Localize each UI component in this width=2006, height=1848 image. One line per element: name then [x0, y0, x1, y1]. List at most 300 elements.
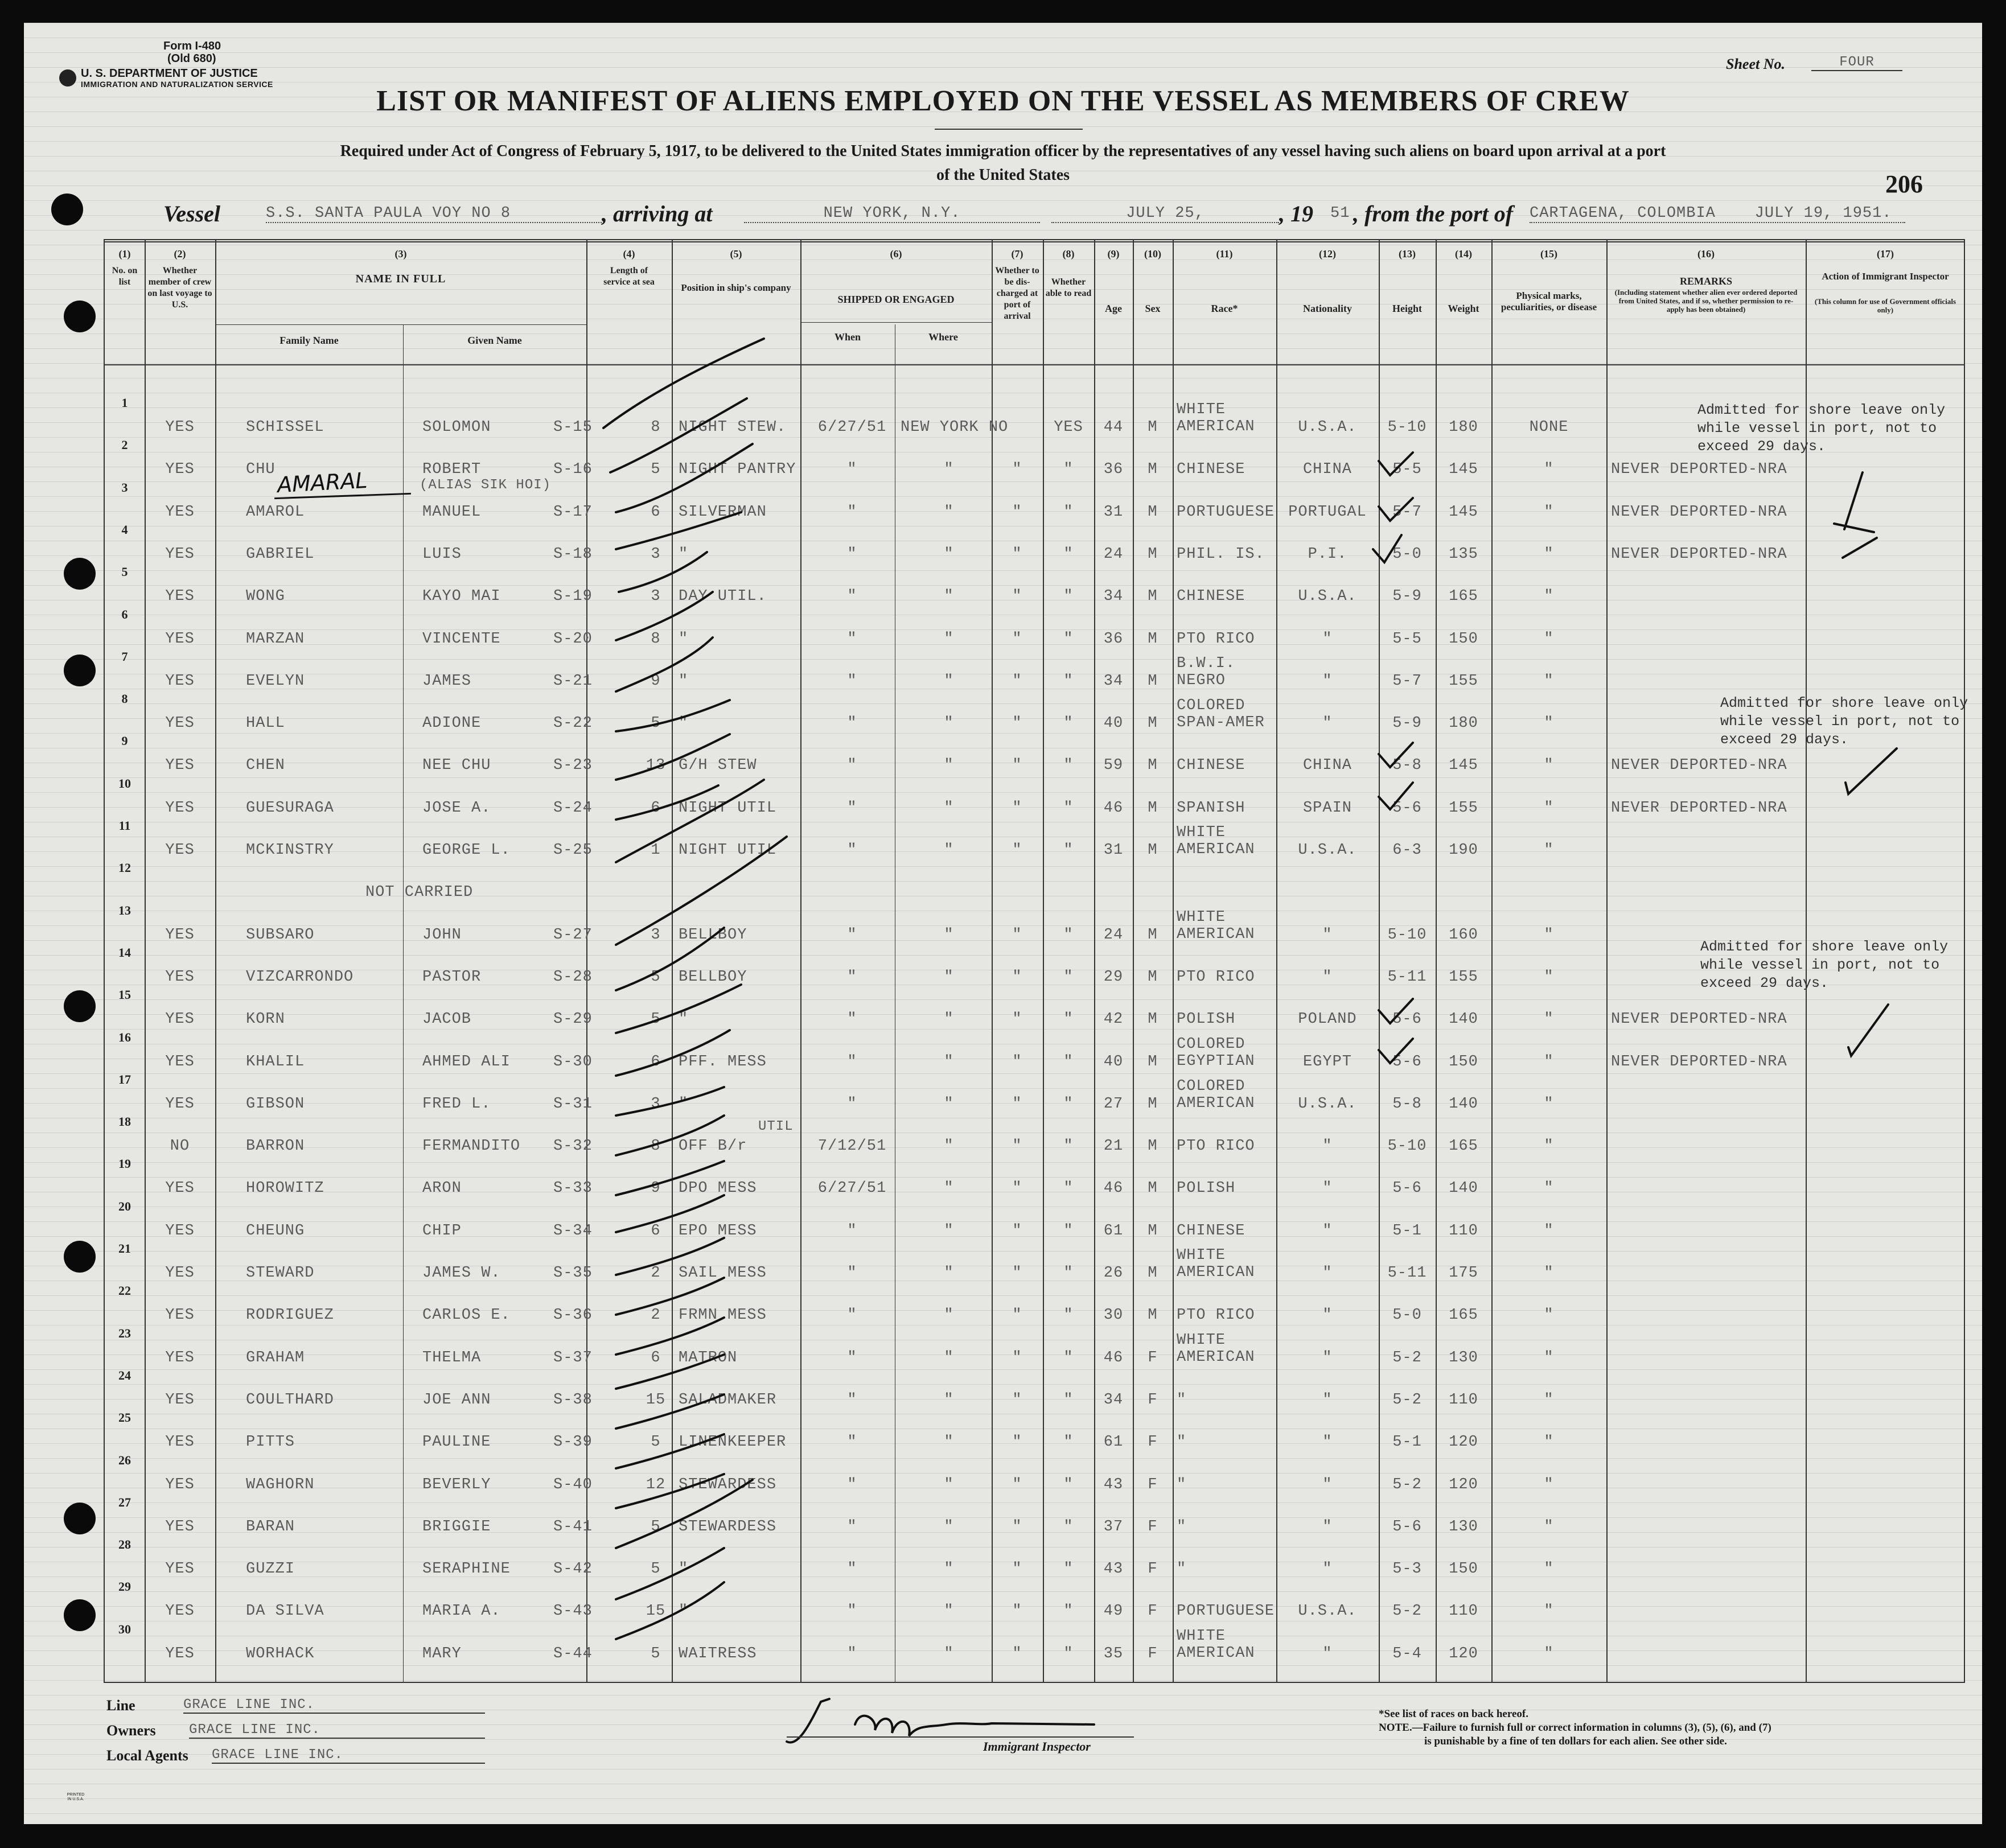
cell-crew: YES	[165, 1095, 195, 1113]
cell-age: 44	[1103, 419, 1124, 436]
cell-svc: 9	[651, 1180, 661, 1197]
cell-where: "	[944, 715, 954, 732]
cell-no: 9	[121, 734, 128, 748]
cell-wt: 110	[1449, 1391, 1478, 1409]
cell-no: 6	[121, 607, 128, 622]
cell-given: CHIP	[422, 1222, 462, 1240]
cell-where: "	[944, 1349, 954, 1367]
cell-code: S-24	[553, 799, 593, 817]
cell-crew: YES	[165, 672, 195, 690]
from-label: , from the port of	[1353, 201, 1514, 227]
check-mark	[1373, 535, 1401, 562]
cell-code: S-40	[553, 1476, 593, 1493]
cell-crew: YES	[165, 1561, 195, 1578]
cell-read: "	[1063, 968, 1074, 986]
cell-nat: "	[1322, 968, 1333, 986]
cell-when: "	[847, 630, 857, 648]
cell-disch: "	[1012, 757, 1022, 775]
pen-stroke	[616, 592, 713, 640]
cell-race: PHIL. IS.	[1177, 545, 1265, 563]
cell-read: "	[1063, 545, 1074, 563]
cell-when: "	[847, 588, 857, 606]
cell-read: "	[1063, 672, 1074, 690]
cell-pos: STEWARDESS	[679, 1476, 777, 1493]
cell-read: "	[1063, 503, 1074, 521]
cell-where: "	[944, 1138, 954, 1155]
cell-sex: F	[1148, 1603, 1158, 1620]
cell-crew: YES	[165, 503, 195, 521]
cell-svc: 5	[651, 1011, 661, 1028]
cell-sex: M	[1148, 1180, 1158, 1197]
cell-sex: M	[1148, 1222, 1158, 1240]
cell-wt: 135	[1449, 545, 1478, 563]
position-note: UTIL	[758, 1119, 794, 1135]
cell-no: 19	[118, 1156, 131, 1171]
cell-age: 21	[1103, 1138, 1124, 1155]
col-5-number: (5)	[730, 248, 742, 260]
service-name: IMMIGRATION AND NATURALIZATION SERVICE	[81, 80, 273, 89]
cell-where: "	[944, 1053, 954, 1071]
cell-race: PTO RICO	[1177, 630, 1255, 648]
cell-marks: "	[1544, 1476, 1554, 1493]
col-16-header: REMARKS	[1679, 275, 1732, 287]
cell-race: COLORED AMERICAN	[1177, 1077, 1255, 1112]
cell-nat: POLAND	[1298, 1011, 1357, 1028]
cell-age: 27	[1103, 1095, 1124, 1113]
cell-age: 26	[1103, 1265, 1124, 1282]
cell-marks: "	[1544, 1222, 1554, 1240]
cell-svc: 6	[651, 1349, 661, 1367]
cell-no: 15	[118, 987, 131, 1002]
cell-wt: 160	[1449, 926, 1478, 944]
cell-nat: U.S.A.	[1298, 1603, 1357, 1620]
cell-where: "	[944, 672, 954, 690]
cell-disch: "	[1012, 1138, 1022, 1155]
cell-svc: 3	[651, 1095, 661, 1113]
cell-crew: YES	[165, 1307, 195, 1324]
cell-no: 2	[121, 438, 128, 452]
footer-owners-value: GRACE LINE INC.	[189, 1722, 485, 1739]
cell-given: GEORGE L.	[422, 842, 511, 859]
col-7-number: (7)	[1011, 248, 1023, 260]
cell-code: S-17	[553, 503, 593, 521]
cell-code: S-44	[553, 1645, 593, 1662]
cell-sex: M	[1148, 1138, 1158, 1155]
form-old-number: (Old 680)	[167, 52, 216, 65]
cell-sex: M	[1148, 968, 1158, 986]
cell-race: CHINESE	[1177, 588, 1245, 606]
cell-race: CHINESE	[1177, 757, 1245, 775]
cell-age: 43	[1103, 1476, 1124, 1493]
cell-pos: OFF B/r	[679, 1138, 747, 1155]
cell-nat: U.S.A.	[1298, 419, 1357, 436]
cell-crew: YES	[165, 1265, 195, 1282]
cell-family: AMAROL	[246, 503, 305, 521]
cell-when: "	[847, 968, 857, 986]
cell-wt: 175	[1449, 1265, 1478, 1282]
cell-family: CHEN	[246, 757, 285, 775]
cell-read: "	[1063, 1011, 1074, 1028]
vessel-label: Vessel	[163, 201, 220, 227]
cell-marks: "	[1544, 926, 1554, 944]
cell-family: STEWARD	[246, 1265, 315, 1282]
col-17-header: Action of Immigrant Inspector	[1822, 271, 1949, 282]
cell-age: 61	[1103, 1222, 1124, 1240]
cell-where: "	[944, 1476, 954, 1493]
footer-note: *See list of races on back hereof.	[1379, 1708, 1528, 1720]
cell-code: S-22	[553, 715, 593, 732]
col-4-header: Length of service at sea	[603, 266, 655, 287]
pen-stroke	[616, 512, 741, 549]
check-mark	[1845, 748, 1897, 794]
cell-crew: YES	[165, 757, 195, 775]
cell-race: "	[1177, 1561, 1187, 1578]
cell-given: ADIONE	[422, 715, 482, 732]
pen-stroke	[616, 1355, 724, 1389]
cell-when: "	[847, 1222, 857, 1240]
cell-when: "	[847, 842, 857, 859]
cell-given: SOLOMON	[422, 419, 491, 436]
col-15-number: (15)	[1540, 248, 1557, 260]
cell-nat: U.S.A.	[1298, 1095, 1357, 1113]
cell-code: S-31	[553, 1095, 593, 1113]
cell-race: PORTUGUESE	[1177, 1603, 1275, 1620]
cell-given: JOHN	[422, 926, 462, 944]
cell-where: "	[944, 1265, 954, 1282]
cell-disch: "	[1012, 672, 1022, 690]
cell-no: 30	[118, 1621, 131, 1636]
pen-stroke	[616, 1030, 730, 1076]
cell-sex: M	[1148, 757, 1158, 775]
cell-given: MARY	[422, 1645, 462, 1662]
cell-pos: BELLBOY	[679, 926, 747, 944]
cell-ht: 5-7	[1392, 672, 1422, 690]
cell-wt: 180	[1449, 715, 1478, 732]
cell-marks: "	[1544, 1645, 1554, 1662]
cell-disch: "	[1012, 1645, 1022, 1662]
cell-sex: M	[1148, 1053, 1158, 1071]
cell-read: "	[1063, 1095, 1074, 1113]
cell-read: "	[1063, 1561, 1074, 1578]
col-7-header: Whether to be dis-charged at port of arrival	[995, 266, 1039, 321]
cell-pos: NIGHT UTIL	[679, 842, 777, 859]
cell-ht: 5-3	[1392, 1561, 1422, 1578]
cell-disch: "	[1012, 842, 1022, 859]
footer-owners-label: Owners	[106, 1722, 156, 1739]
cell-sex: M	[1148, 715, 1158, 732]
cell-given: JAMES W.	[422, 1265, 501, 1282]
cell-nat: "	[1322, 1349, 1333, 1367]
cell-given: NEE CHU	[422, 757, 491, 775]
cell-race: CHINESE	[1177, 461, 1245, 479]
cell-nat: P.I.	[1308, 545, 1347, 563]
check-mark	[1848, 1005, 1888, 1056]
printer-mark: PRINTED IN U.S.A.	[67, 1793, 85, 1801]
cell-family: HOROWITZ	[246, 1180, 324, 1197]
cell-pos: MATRON	[679, 1349, 738, 1367]
arrival-year: 51	[1330, 205, 1350, 222]
cell-when: "	[847, 1518, 857, 1536]
subtitle-line-2: of the United States	[936, 166, 1070, 184]
cell-race: WHITE AMERICAN	[1177, 1247, 1255, 1281]
cell-pos: WAITRESS	[679, 1645, 757, 1662]
cell-wt: 110	[1449, 1222, 1478, 1240]
cell-age: 34	[1103, 672, 1124, 690]
cell-ht: 5-2	[1392, 1476, 1422, 1493]
cell-ht: 5-1	[1392, 1434, 1422, 1451]
cell-ht: 6-3	[1392, 842, 1422, 859]
cell-given: CARLOS E.	[422, 1307, 511, 1324]
cell-no: 21	[118, 1241, 131, 1256]
note-line: exceed 29 days.	[1720, 731, 1849, 748]
cell-pos: "	[679, 1561, 689, 1578]
check-mark	[1379, 783, 1413, 809]
stamp-number: 206	[1885, 170, 1923, 198]
cell-code: S-32	[553, 1138, 593, 1155]
cell-wt: 150	[1449, 1053, 1478, 1071]
cell-wt: 130	[1449, 1349, 1478, 1367]
cell-no: 3	[121, 480, 128, 495]
cell-read: "	[1063, 799, 1074, 817]
cell-svc: 5	[651, 1561, 661, 1578]
cell-nat: U.S.A.	[1298, 588, 1357, 606]
cell-ht: 5-0	[1392, 545, 1422, 563]
cell-wt: 155	[1449, 672, 1478, 690]
cell-given: SERAPHINE	[422, 1561, 511, 1578]
cell-given: BRIGGIE	[422, 1518, 491, 1536]
cell-race: "	[1177, 1391, 1187, 1409]
cell-family: BARRON	[246, 1138, 305, 1155]
cell-wt: 130	[1449, 1518, 1478, 1536]
cell-read: "	[1063, 842, 1074, 859]
cell-disch: "	[1012, 1011, 1022, 1028]
cell-given: FERMANDITO	[422, 1138, 521, 1155]
cell-sex: M	[1148, 588, 1158, 606]
cell-pos: DPO MESS	[679, 1180, 757, 1197]
pen-stroke	[603, 339, 764, 428]
pen-stroke	[616, 700, 730, 731]
col-6-number: (6)	[890, 248, 902, 260]
cell-when: "	[847, 1307, 857, 1324]
cell-remarks: NEVER DEPORTED-NRA	[1611, 1053, 1787, 1071]
cell-disch: "	[1012, 968, 1022, 986]
cell-where: "	[944, 1180, 954, 1197]
cell-age: 59	[1103, 757, 1124, 775]
cell-sex: M	[1148, 926, 1158, 944]
cell-pos: "	[679, 545, 689, 563]
cell-family: VIZCARRONDO	[246, 968, 354, 986]
cell-marks: "	[1544, 588, 1554, 606]
cell-crew: YES	[165, 1222, 195, 1240]
col-2-header: Whether member of crew on last voyage to U.S.	[147, 266, 212, 310]
col-11-header: Race*	[1211, 303, 1238, 314]
cell-ht: 5-9	[1392, 588, 1422, 606]
check-mark	[1379, 498, 1413, 521]
cell-read: "	[1063, 1518, 1074, 1536]
cell-remarks: NEVER DEPORTED-NRA	[1611, 545, 1787, 563]
cell-marks: "	[1544, 1095, 1554, 1113]
cell-wt: 155	[1449, 799, 1478, 817]
col-3b-header: Given Name	[467, 335, 522, 346]
cell-when: "	[847, 1603, 857, 1620]
cell-ht: 5-6	[1392, 1180, 1422, 1197]
cell-wt: 165	[1449, 588, 1478, 606]
departure-port-name: CARTAGENA, COLOMBIA	[1530, 205, 1716, 222]
cell-read: "	[1063, 1180, 1074, 1197]
cell-pos: "	[679, 715, 689, 732]
cell-sex: M	[1148, 1011, 1158, 1028]
cell-race: WHITE AMERICAN	[1177, 401, 1255, 435]
cell-race: WHITE AMERICAN	[1177, 1331, 1255, 1366]
cell-no: 12	[118, 861, 131, 875]
cell-crew: YES	[165, 1011, 195, 1028]
cell-when: "	[847, 1349, 857, 1367]
cell-pos: BELLBOY	[679, 968, 747, 986]
cell-where: "	[944, 842, 954, 859]
cell-crew: YES	[165, 1053, 195, 1071]
cell-sex: M	[1148, 545, 1158, 563]
cell-sex: F	[1148, 1476, 1158, 1493]
pen-stroke	[616, 1480, 753, 1548]
cell-marks: "	[1544, 1349, 1554, 1367]
cell-family: KORN	[246, 1011, 285, 1028]
cell-family: NOT CARRIED	[365, 884, 474, 902]
cell-when: 7/12/51	[817, 1138, 887, 1155]
cell-disch: "	[1012, 630, 1022, 648]
cell-svc: 6	[651, 799, 661, 817]
cell-ht: 5-2	[1392, 1391, 1422, 1409]
cell-no: 5	[121, 565, 128, 579]
vessel-name: S.S. SANTA PAULA VOY NO 8	[266, 205, 602, 223]
note-line: Admitted for shore leave only	[1720, 695, 1968, 711]
cell-ht: 5-6	[1392, 1518, 1422, 1536]
note-line: while vessel in port, not to	[1720, 713, 1960, 730]
cell-svc: 3	[651, 588, 661, 606]
pen-stroke	[616, 1116, 724, 1155]
cell-nat: PORTUGAL	[1288, 503, 1367, 521]
cell-ht: 5-4	[1392, 1645, 1422, 1662]
cell-svc: 5	[651, 1434, 661, 1451]
cell-family: GIBSON	[246, 1095, 305, 1113]
alias-note: (ALIAS SIK HOI)	[420, 478, 552, 493]
cell-crew: YES	[165, 842, 195, 859]
col-6-header: SHIPPED OR ENGAGED	[837, 294, 955, 305]
cell-family: WAGHORN	[246, 1476, 315, 1493]
col-16-number: (16)	[1697, 248, 1715, 260]
cell-given: LUIS	[422, 545, 462, 563]
cell-disch: "	[1012, 1053, 1022, 1071]
cell-marks: "	[1544, 1434, 1554, 1451]
cell-crew: YES	[165, 1476, 195, 1493]
note-line: while vessel in port, not to	[1700, 957, 1940, 973]
cell-age: 40	[1103, 715, 1124, 732]
cell-crew: YES	[165, 926, 195, 944]
cell-no: 18	[118, 1114, 131, 1129]
cell-age: 31	[1103, 503, 1124, 521]
col-4-number: (4)	[623, 248, 635, 260]
footer-notes	[1379, 1707, 1771, 1748]
note-line: while vessel in port, not to	[1697, 420, 1937, 437]
cell-given: JACOB	[422, 1011, 472, 1028]
cell-ht: 5-0	[1392, 1307, 1422, 1324]
cell-sex: M	[1148, 1095, 1158, 1113]
cell-read: "	[1063, 1391, 1074, 1409]
cell-family: GABRIEL	[246, 545, 315, 563]
cell-where: "	[944, 926, 954, 944]
cell-marks: "	[1544, 545, 1554, 563]
cell-crew: YES	[165, 1434, 195, 1451]
cell-code: S-33	[553, 1180, 593, 1197]
cell-svc: 6	[651, 503, 661, 521]
cell-disch: "	[1012, 503, 1022, 521]
cell-age: 34	[1103, 1391, 1124, 1409]
cell-given: JAMES	[422, 672, 472, 690]
cell-crew: YES	[165, 1645, 195, 1662]
cell-code: S-38	[553, 1391, 593, 1409]
cell-ht: 5-6	[1392, 799, 1422, 817]
cell-marks: "	[1544, 968, 1554, 986]
cell-marks: "	[1544, 1307, 1554, 1324]
cell-code: S-16	[553, 461, 593, 479]
note-line: Admitted for shore leave only	[1700, 939, 1949, 955]
inspector-label: Immigrant Inspector	[983, 1739, 1091, 1754]
note-line: Admitted for shore leave only	[1697, 402, 1946, 418]
cell-code: S-28	[553, 968, 593, 986]
cell-where: "	[944, 968, 954, 986]
cell-read: "	[1063, 1645, 1074, 1662]
year-prefix: , 19	[1279, 201, 1313, 227]
col-13-number: (13)	[1399, 248, 1416, 260]
cell-read: YES	[1054, 419, 1083, 436]
col-3-number: (3)	[394, 248, 407, 260]
cell-given: ROBERT	[422, 461, 482, 479]
cell-no: 14	[118, 945, 131, 960]
cell-code: S-34	[553, 1222, 593, 1240]
cell-svc: 5	[651, 1645, 661, 1662]
pen-stroke	[616, 444, 753, 512]
cell-ht: 5-11	[1387, 968, 1427, 986]
cell-no: 10	[118, 776, 131, 791]
cell-marks: "	[1544, 1011, 1554, 1028]
cell-age: 40	[1103, 1053, 1124, 1071]
cell-svc: 12	[646, 1476, 666, 1493]
cell-disch: "	[1012, 1391, 1022, 1409]
cell-code: S-25	[553, 842, 593, 859]
cell-race: SPANISH	[1177, 799, 1245, 817]
cell-race: PTO RICO	[1177, 968, 1255, 986]
cell-nat: "	[1322, 1518, 1333, 1536]
cell-pos: LINENKEEPER	[679, 1434, 787, 1451]
cell-when: "	[847, 461, 857, 479]
cell-svc: 3	[651, 545, 661, 563]
cell-pos: "	[679, 1095, 689, 1113]
cell-no: 24	[118, 1368, 131, 1382]
cell-family: CHEUNG	[246, 1222, 305, 1240]
cell-crew: YES	[165, 1518, 195, 1536]
cell-race: PTO RICO	[1177, 1307, 1255, 1324]
cell-family: BARAN	[246, 1518, 295, 1536]
cell-when: "	[847, 1265, 857, 1282]
cell-marks: "	[1544, 1180, 1554, 1197]
cell-race: CHINESE	[1177, 1222, 1245, 1240]
cell-age: 43	[1103, 1561, 1124, 1578]
cell-svc: 5	[651, 461, 661, 479]
cell-ht: 5-10	[1387, 419, 1427, 436]
cell-sex: M	[1148, 419, 1158, 436]
col-14-header: Weight	[1448, 303, 1479, 314]
cell-code: S-43	[553, 1603, 593, 1620]
cell-age: 37	[1103, 1518, 1124, 1536]
